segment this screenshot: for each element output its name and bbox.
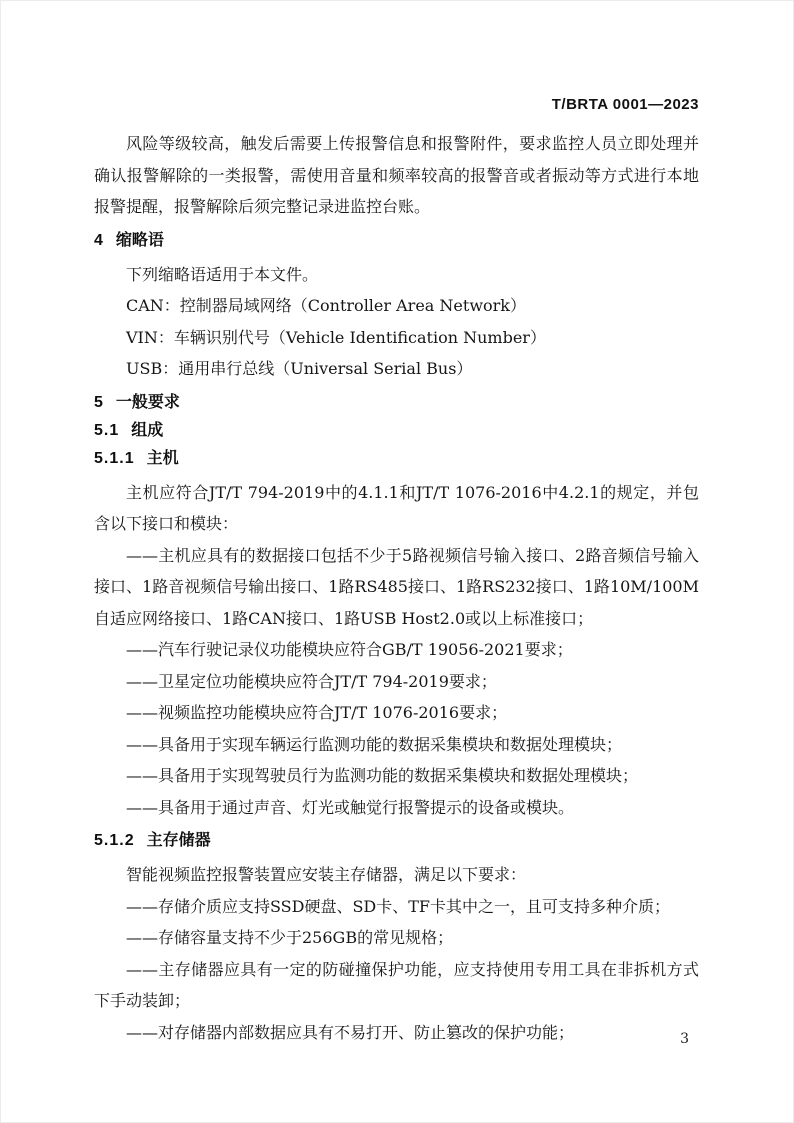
- section-5-1-1-lead: 主机应符合JT/T 794-2019中的4.1.1和JT/T 1076-2016中4.2.1的规定，并包含以下接口和模块：: [94, 482, 699, 533]
- section-5-title: 一般要求: [115, 393, 180, 411]
- abbreviation-can: CAN：控制器局域网络（Controller Area Network）: [126, 296, 526, 315]
- section-5-1-2-heading: [94, 831, 699, 851]
- section-5-1-1-number: 5.1.1: [94, 449, 135, 467]
- abbreviation-vin: VIN：车辆识别代号（Vehicle Identification Number）: [126, 327, 546, 347]
- section-4-title: 缩略语: [115, 231, 164, 249]
- list-item: ——视频监控功能模块应符合JT/T 1076-2016要求；: [126, 703, 508, 722]
- section-5-1-2-lead: 智能视频监控报警装置应安装主存储器，满足以下要求：: [126, 865, 527, 884]
- standard-number: T/BRTA 0001—2023: [551, 96, 699, 113]
- section-4-heading: [94, 231, 699, 251]
- section-4-lead: 下列缩略语适用于本文件。: [126, 264, 319, 284]
- list-item: ——存储容量支持不少于256GB的常见规格；: [126, 928, 454, 947]
- abbreviation-usb: USB：通用串行总线（Universal Serial Bus）: [126, 359, 473, 378]
- list-item: ——具备用于通过声音、灯光或触觉行报警提示的设备或模块。: [126, 797, 575, 817]
- list-item: ——对存储器内部数据应具有不易打开、防止篡改的保护功能；: [126, 1022, 575, 1042]
- list-item: ——存储介质应支持SSD硬盘、SD卡、TF卡其中之一，且可支持多种介质；: [126, 896, 671, 916]
- section-5-number: 5: [94, 393, 104, 411]
- page-number: 3: [680, 1031, 689, 1047]
- list-item: ——卫星定位功能模块应符合JT/T 794-2019要求；: [126, 671, 497, 691]
- section-5-1-heading: [94, 421, 699, 441]
- document-header: [94, 95, 699, 114]
- section-5-1-1-heading: [94, 449, 699, 469]
- section-5-1-2-number: 5.1.2: [94, 832, 135, 849]
- document-body: [94, 128, 699, 1048]
- list-item: ——汽车行驶记录仪功能模块应符合GB/T 19056-2021要求；: [126, 640, 573, 659]
- section-5-1-number: 5.1: [94, 421, 120, 439]
- section-5-heading: [94, 393, 699, 413]
- section-5-1-title: 组成: [131, 421, 164, 439]
- list-item: ——具备用于实现车辆运行监测功能的数据采集模块和数据处理模块；: [126, 734, 623, 754]
- section-4-number: 4: [94, 231, 104, 249]
- intro-paragraph: 风险等级较高，触发后需要上传报警信息和报警附件，要求监控人员立即处理并确认报警解除的一类报警，需使用音量和频率较高的报警音或者振动等方式进行本地报警提醒，报警解除后须完整记录进监控台账。: [94, 134, 699, 216]
- list-item: ——具备用于实现驾驶员行为监测功能的数据采集模块和数据处理模块；: [126, 766, 639, 785]
- list-item: ——主存储器应具有一定的防碰撞保护功能，应支持使用专用工具在非拆机方式下手动装卸；: [94, 959, 699, 1010]
- section-5-1-2-title: 主存储器: [146, 832, 211, 849]
- section-5-1-1-title: 主机: [146, 449, 179, 467]
- list-item: ——主机应具有的数据接口包括不少于5路视频信号输入接口、2路音频信号输入接口、1路音视频信号输出接口、1路RS485接口、1路RS232接口、1路10M/100M自适应网络接口、1路CAN接口、1路USB Host2.0或以上标准接口；: [94, 545, 699, 628]
